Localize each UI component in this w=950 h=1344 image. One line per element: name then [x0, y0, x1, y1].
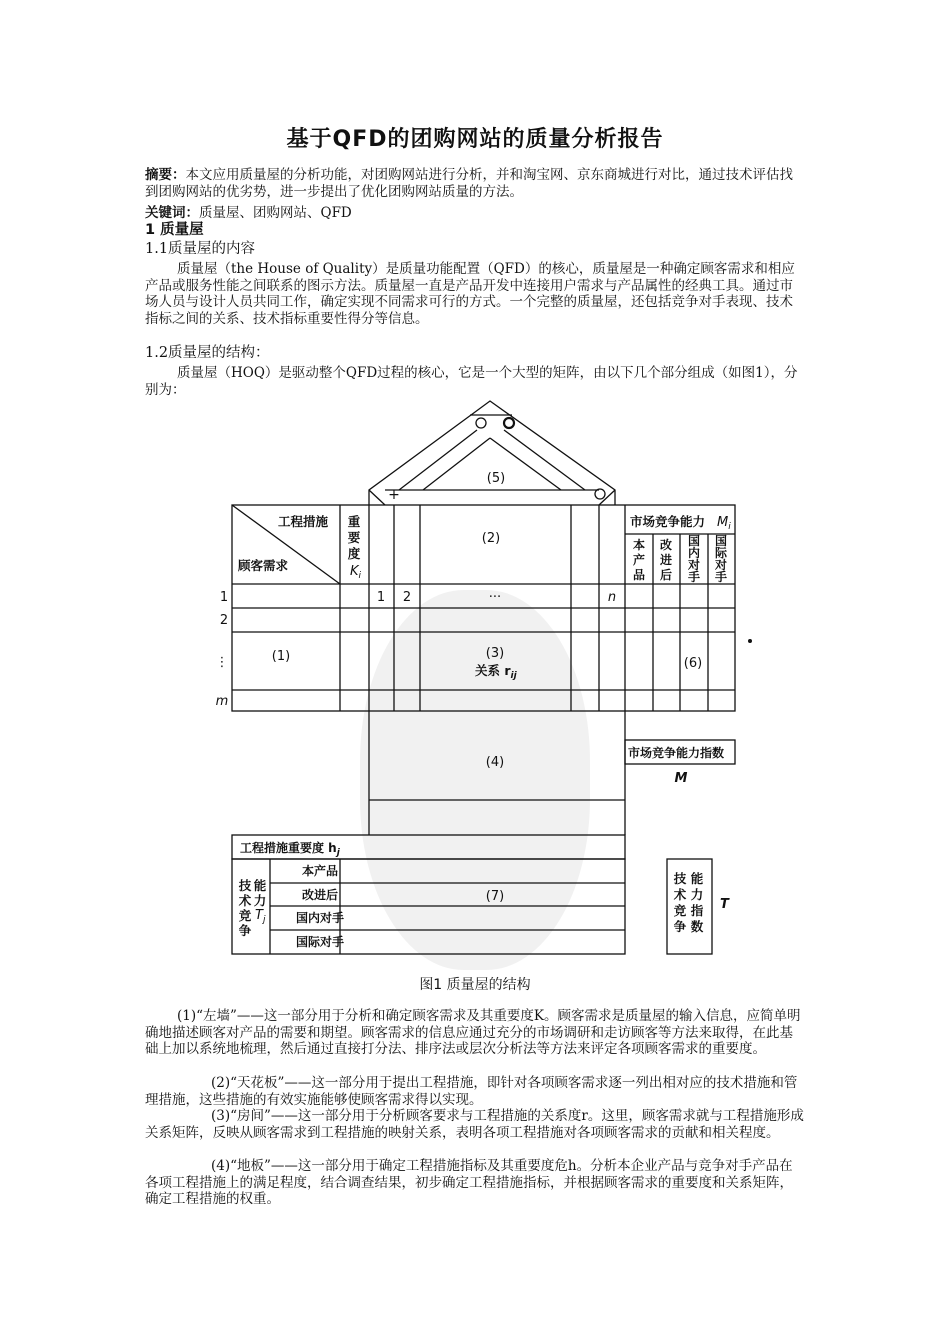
- basement-label: (7): [485, 889, 505, 904]
- page-title: 基于QFD的团购网站的质量分析报告: [286, 127, 664, 152]
- paragraph-1-2: 质量屋（HOQ）是驱动整个QFD过程的核心，它是一个大型的矩阵，由以下几个部分组成（如图1），分别为：: [145, 365, 798, 398]
- market-competitiveness-title: 市场竞争能力: [630, 514, 706, 529]
- subsection-heading-1-2: 1.2质量屋的结构：: [145, 345, 270, 361]
- item-floor: (4)“地板”——这一部分用于确定工程措施指标及其重要度危h。分析本企业产品与竞争对手产品在各项工程措施上的满足程度，结合调查结果，初步确定工程措施指标，并根据顾客需求的重要度和关系矩阵，确定工程措施的权重。: [145, 1158, 793, 1207]
- col-own-product-2: 产: [632, 553, 646, 567]
- floor-label: (4): [485, 755, 505, 770]
- basement-row-international: 国际对手: [295, 935, 345, 949]
- col-domestic-1: 国: [687, 534, 701, 548]
- paragraph-1-1: 质量屋（the House of Quality）是质量功能配置（QFD）的核心，质量屋是一种确定顾客需求和相应产品或服务性能之间联系的图示方法。质量屋一直是产品开发中连接用户需求与产品属性的经典工具。通过市场人员与设计人员共同工作，确定实现不同需求可行的方式。一个完整的质量屋，还包括竞争对手表现、技术指标之间的关系、技术指标重要性得分等信息。: [145, 261, 795, 327]
- col-international-4: 手: [714, 570, 728, 584]
- tech-index-2: 术: [673, 887, 687, 902]
- basement-row-own-product: 本产品: [301, 864, 339, 878]
- col-number-n: n: [607, 590, 617, 605]
- right-wall-label: (6): [683, 656, 703, 671]
- tech-label-6: 力: [253, 893, 267, 908]
- row-number-1: 1: [219, 590, 229, 605]
- keywords-text: 质量屋、团购网站、QFD: [199, 205, 352, 221]
- tech-index-t: T: [720, 897, 729, 912]
- col-international-2: 际: [714, 546, 728, 560]
- row-number-2: 2: [219, 613, 229, 628]
- tech-label-3: 竞: [238, 908, 252, 923]
- tech-label-1: 技: [238, 878, 252, 893]
- tech-index-8: 数: [690, 919, 704, 934]
- basement-row-domestic: 国内对手: [295, 911, 345, 925]
- importance-char-1: 重: [347, 514, 361, 529]
- tech-index-1: 技: [673, 871, 687, 886]
- tech-label-4: 争: [238, 923, 252, 938]
- market-index-m: M: [674, 771, 688, 786]
- tech-label-5: 能: [253, 878, 267, 893]
- abstract-label: 摘要：: [145, 167, 186, 183]
- engineering-measures-label: 工程措施: [278, 514, 329, 529]
- row-number-dots: ⋮: [215, 655, 229, 670]
- col-improved-1: 改: [659, 538, 673, 552]
- tech-index-7: 指: [690, 903, 704, 918]
- basement-row-improved: 改进后: [301, 888, 339, 902]
- col-improved-2: 进: [659, 553, 673, 567]
- keywords-label: 关键词：: [145, 205, 199, 221]
- roof-label: (5): [486, 471, 506, 486]
- item-room: (3)“房间”——这一部分用于分析顾客要求与工程措施的关系度r。这里，顾客需求就与工程措施形成关系矩阵，反映从顾客需求到工程措施的映射关系，表明各项工程措施对各项顾客需求的贡献和相关程度。: [145, 1108, 804, 1141]
- abstract-text: 本文应用质量屋的分析功能，对团购网站进行分析，并和淘宝网、京东商城进行对比，通过技术评估找到团购网站的优劣势，进一步提出了优化团购网站质量的方法。: [145, 167, 793, 200]
- room-label: (3): [485, 646, 505, 661]
- col-international-1: 国: [714, 534, 728, 548]
- ceiling-label: (2): [481, 531, 501, 546]
- item-left-wall: (1)“左墙”——这一部分用于分析和确定顾客需求及其重要度K。顾客需求是质量屋的输入信息，应简单明确地描述顾客对产品的需要和期望。顾客需求的信息应通过充分的市场调研和走访顾客等方法来取得，在此基础上加以系统地梳理，然后通过直接打分法、排序法或层次分析法等方法来评定各项顾客需求的重要度。: [145, 1008, 801, 1057]
- figure-caption: 图1 质量屋的结构: [419, 977, 531, 993]
- col-number-2: 2: [402, 590, 412, 605]
- col-domestic-3: 对: [687, 558, 701, 572]
- customer-needs-label: 顾客需求: [238, 558, 289, 573]
- item-ceiling: (2)“天花板”——这一部分用于提出工程措施，即针对各项顾客需求逐一列出相对应的技术措施和管理措施，这些措施的有效实施能够使顾客需求得以实现。: [145, 1075, 798, 1108]
- section-heading-1: 1 质量屋: [145, 222, 204, 238]
- engineering-importance-row: 工程措施重要度 $h_j$: [240, 841, 340, 858]
- col-number-dots: ···: [488, 590, 502, 605]
- col-own-product-3: 品: [632, 568, 646, 582]
- plus-sign: +: [388, 487, 400, 503]
- col-domestic-4: 手: [687, 570, 701, 584]
- subsection-heading-1-1: 1.1质量屋的内容: [145, 241, 256, 257]
- tech-index-6: 力: [690, 887, 704, 902]
- col-number-1: 1: [376, 590, 386, 605]
- col-domestic-2: 内: [687, 546, 701, 560]
- col-improved-3: 后: [659, 568, 673, 582]
- tj-symbol: $T_j$: [255, 908, 266, 925]
- tech-index-5: 能: [690, 871, 704, 886]
- importance-char-3: 度: [347, 546, 361, 561]
- col-own-product-1: 本: [632, 538, 646, 552]
- importance-char-2: 要: [347, 530, 361, 545]
- relation-label: 关系 $r_{ij}$: [475, 663, 517, 681]
- ki-symbol: $K_i$: [350, 564, 362, 581]
- tech-label-2: 术: [238, 893, 252, 908]
- row-number-m: m: [215, 694, 229, 709]
- tech-index-4: 争: [673, 919, 687, 934]
- left-wall-label: (1): [271, 649, 291, 664]
- tech-index-3: 竞: [673, 903, 687, 918]
- col-international-3: 对: [714, 558, 728, 572]
- market-index-label: 市场竞争能力指数: [628, 746, 725, 760]
- market-mi-symbol: $M_i$: [717, 515, 731, 532]
